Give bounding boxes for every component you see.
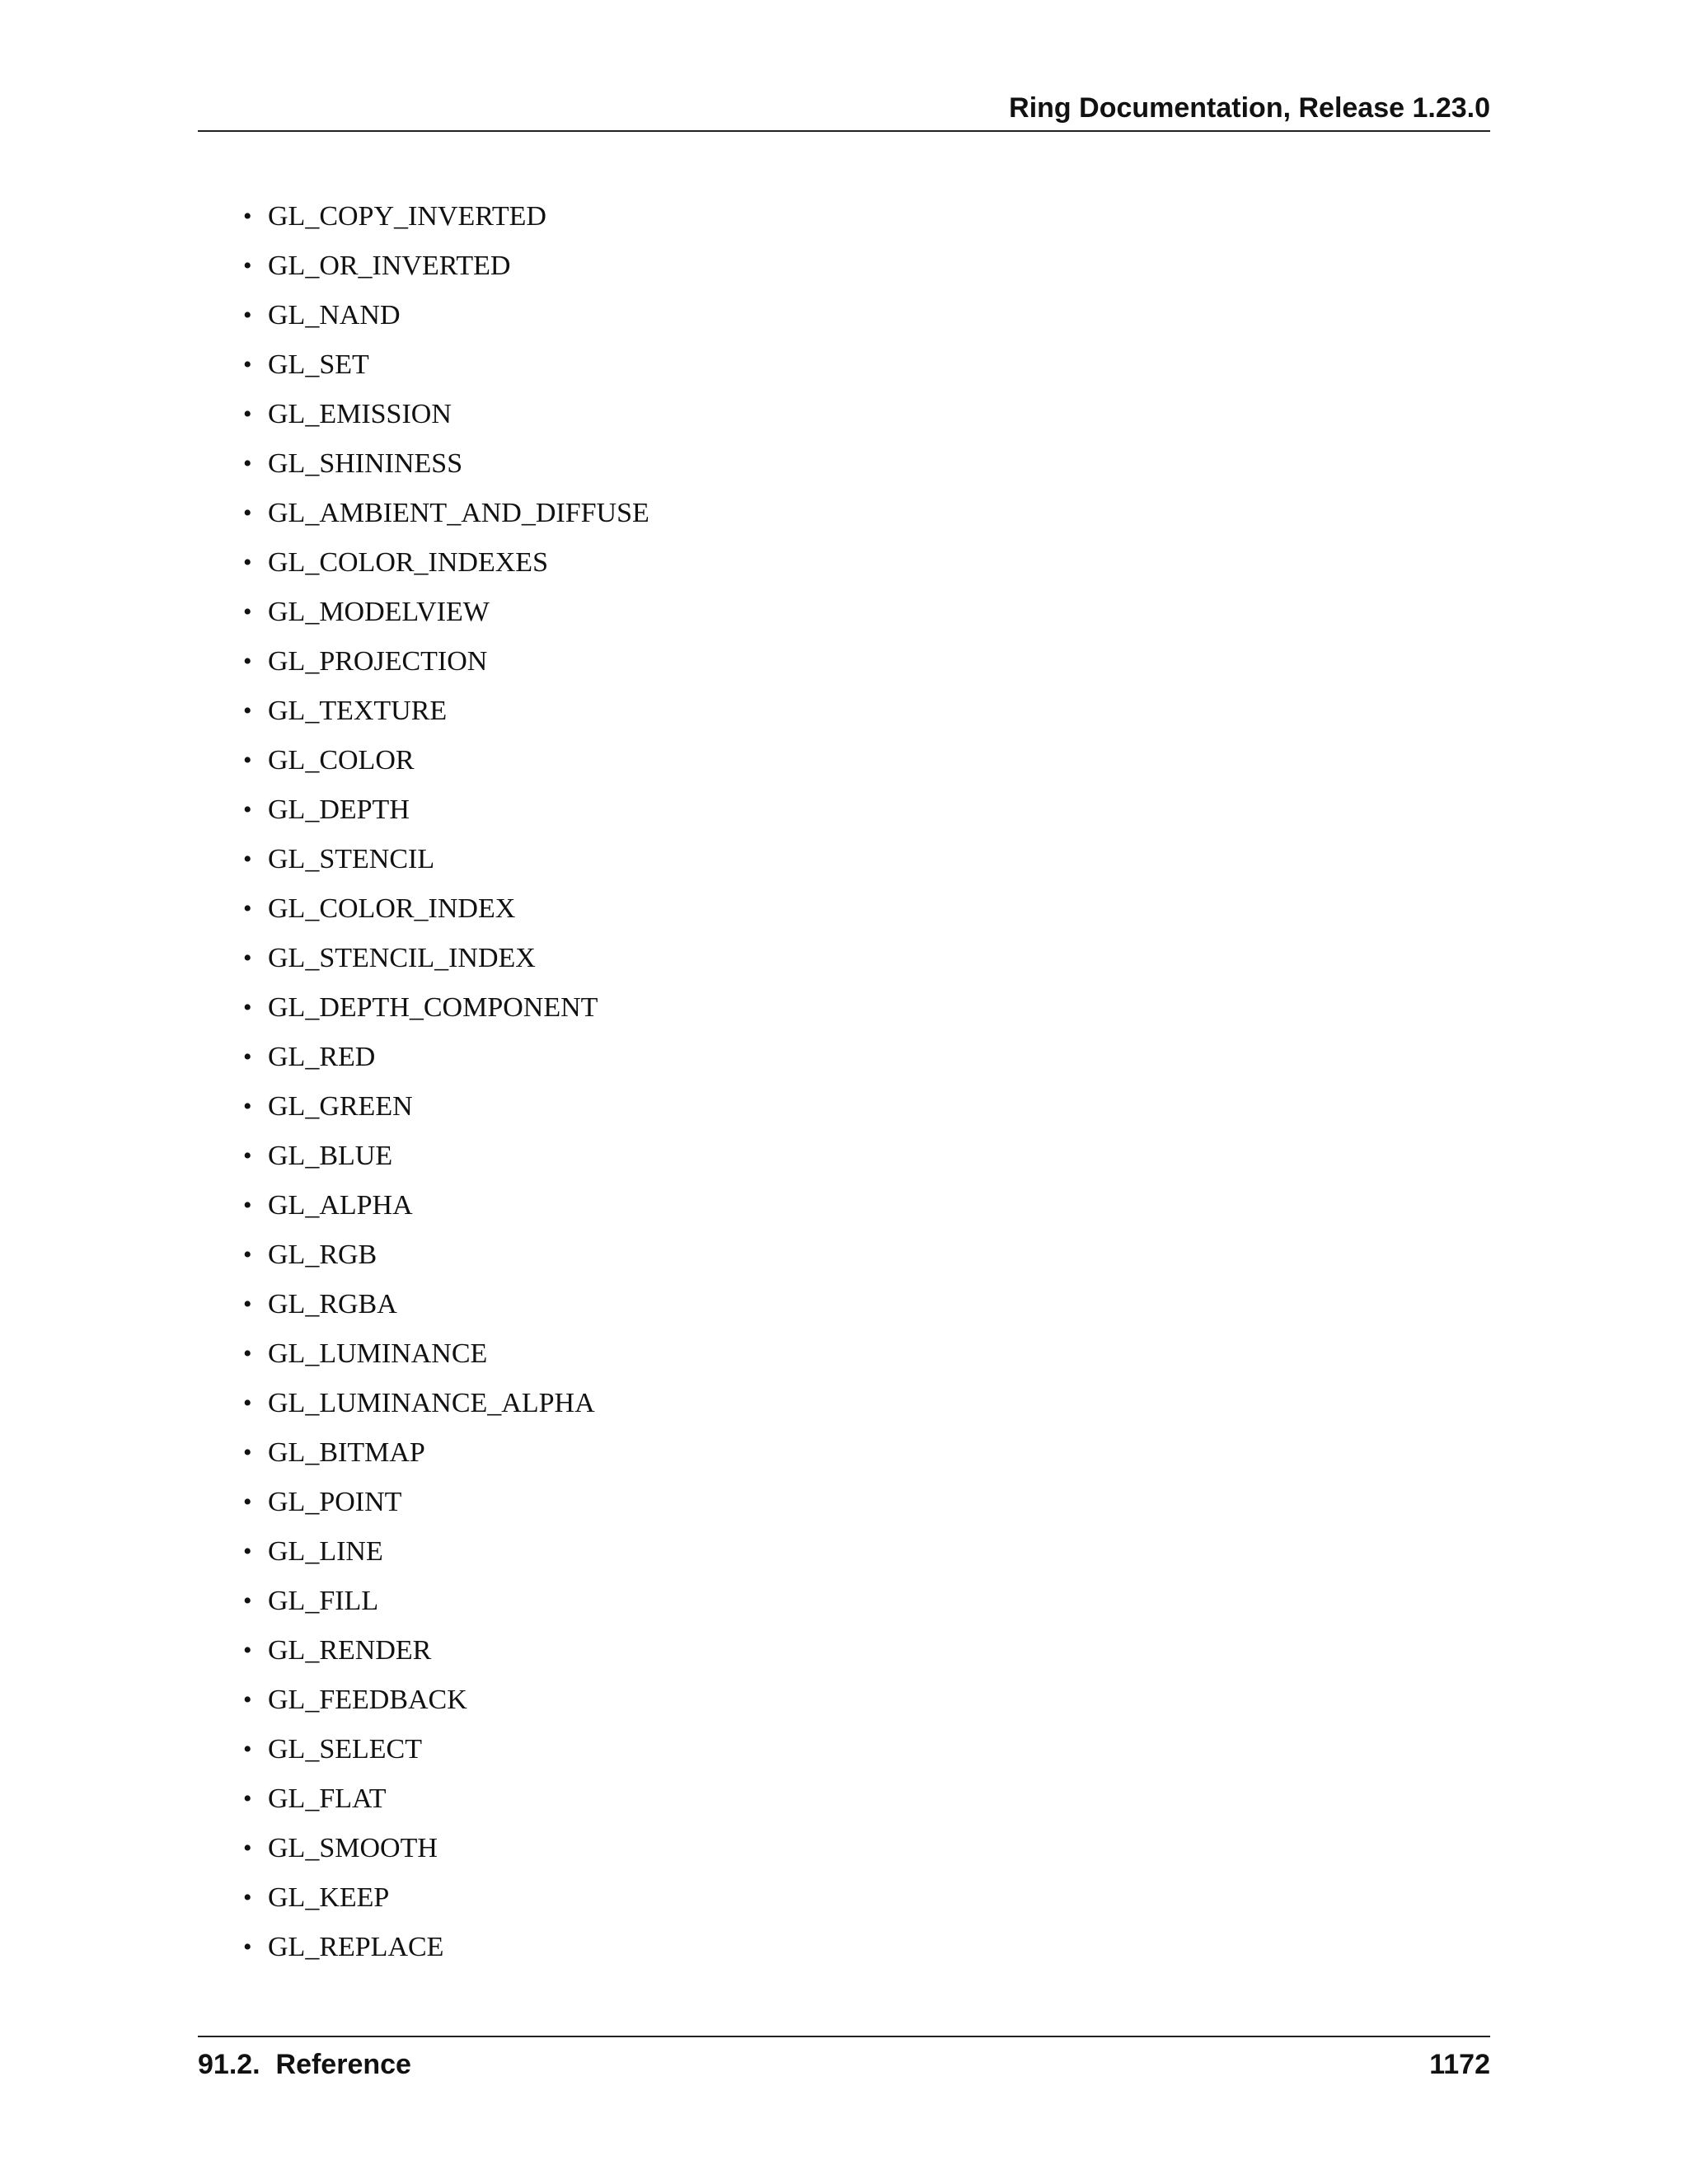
bullet-dot: • [243,401,252,428]
list-item-text: GL_LINE [268,1536,383,1567]
bullet-dot: • [243,1686,252,1713]
bullet-dot: • [243,994,252,1021]
bullet-dot: • [243,1340,252,1367]
bullet-dot: • [243,846,252,873]
bullet-dot: • [243,1390,252,1417]
bullet-dot: • [243,1637,252,1664]
list-item-text: GL_NAND [268,300,401,330]
bullet-dot: • [243,1043,252,1071]
list-item-text: GL_RGB [268,1240,377,1270]
list-item-text: GL_STENCIL [268,844,435,874]
list-item-text: GL_SELECT [268,1734,422,1765]
list-item-text: GL_ALPHA [268,1190,413,1221]
list-item-text: GL_POINT [268,1487,402,1517]
bullet-dot: • [243,944,252,972]
list-item-text: GL_FEEDBACK [268,1685,467,1715]
list-item-text: GL_COPY_INVERTED [268,201,546,232]
page-footer [198,2036,1490,2087]
list-item-text: GL_EMISSION [268,399,452,429]
list-item-text: GL_COLOR_INDEXES [268,547,548,578]
bullet-dot: • [243,1538,252,1565]
list-item-text: GL_DEPTH [268,794,410,825]
bullet-dot: • [243,598,252,626]
list-item-text: GL_GREEN [268,1091,413,1122]
list-item-text: GL_OR_INVERTED [268,251,511,281]
bullet-dot: • [243,203,252,230]
bullet-dot: • [243,1835,252,1862]
list-item-text: GL_SMOOTH [268,1833,438,1863]
bullet-dot: • [243,796,252,823]
list-item-text: GL_RENDER [268,1635,432,1666]
bullet-dot: • [243,549,252,576]
section-label: 91.2. Reference [198,2049,411,2080]
list-item-text: GL_FILL [268,1586,379,1616]
list-item-text: GL_SHININESS [268,448,463,479]
bullet-dot: • [243,1439,252,1466]
bullet-dot: • [243,1142,252,1169]
list-item-text: GL_COLOR_INDEX [268,893,516,924]
list-item-text: GL_DEPTH_COMPONENT [268,992,598,1023]
list-item-text: GL_TEXTURE [268,696,448,726]
list-item-text: GL_LUMINANCE_ALPHA [268,1388,595,1418]
bullet-dot: • [243,1785,252,1812]
bullet-dot: • [243,252,252,279]
bullet-dot: • [243,1933,252,1961]
bullet-dot: • [243,747,252,774]
bullet-dot: • [243,1192,252,1219]
list-item-text: GL_FLAT [268,1783,387,1814]
list-item-text: GL_PROJECTION [268,646,488,677]
list-item-text: GL_SET [268,349,369,380]
bullet-dot: • [243,302,252,329]
list-item-text: GL_MODELVIEW [268,597,490,627]
page-header [198,89,1490,132]
list-item-text: GL_RGBA [268,1289,397,1319]
bullet-dot: • [243,351,252,378]
list-item-text: GL_BITMAP [268,1437,425,1468]
bullet-dot: • [243,450,252,477]
bullet-dot: • [243,1587,252,1615]
bullet-dot: • [243,895,252,922]
bullet-dot: • [243,1291,252,1318]
bullet-dot: • [243,648,252,675]
list-item-text: GL_RED [268,1042,376,1072]
list-item-text: GL_REPLACE [268,1932,444,1962]
list-item-text: GL_COLOR [268,745,415,776]
bullet-dot: • [243,1241,252,1268]
list-item-text: GL_AMBIENT_AND_DIFFUSE [268,498,649,528]
document-title: Ring Documentation, Release 1.23.0 [1009,92,1490,124]
bullet-dot: • [243,1488,252,1516]
list-item-text: GL_BLUE [268,1141,393,1171]
bullet-dot: • [243,697,252,724]
bullet-dot: • [243,1093,252,1120]
list-item-text: GL_KEEP [268,1882,390,1913]
page-number: 1172 [1429,2049,1490,2080]
bullet-dot: • [243,1736,252,1763]
bullet-dot: • [243,499,252,527]
bullet-dot: • [243,1884,252,1911]
list-item-text: GL_LUMINANCE [268,1338,488,1369]
list-item-text: GL_STENCIL_INDEX [268,943,536,973]
